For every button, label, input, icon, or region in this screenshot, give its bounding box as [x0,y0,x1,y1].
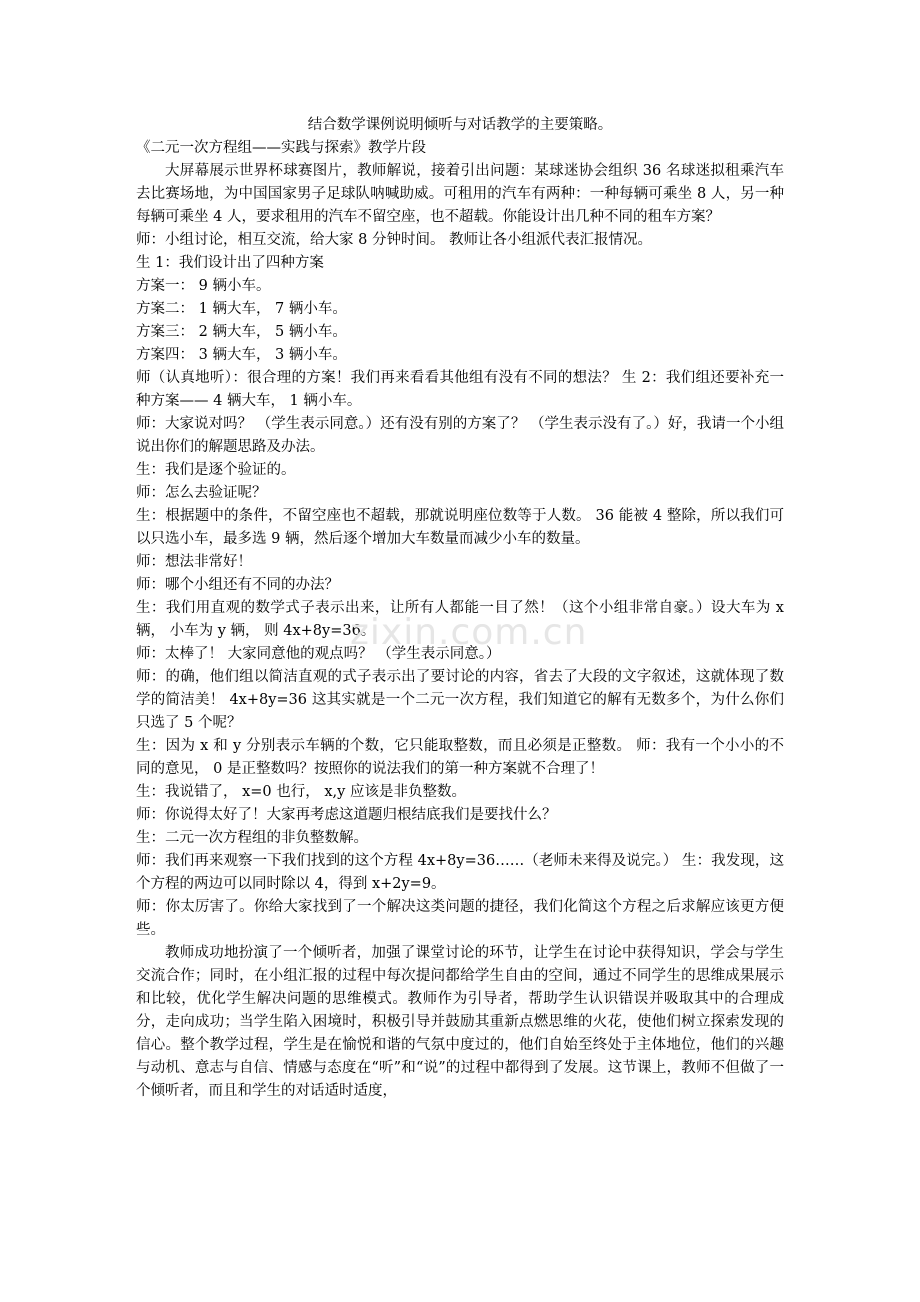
paragraph: 生：根据题中的条件，不留空座也不超载，那就说明座位数等于人数。 36 能被 4 整除，所以我们可以只选小车，最多选 9 辆，然后逐个增加大车数量而减少小车的数量。 [136,508,784,547]
paragraph: 生：我说错了， x=0 也行， x,y 应该是非负整数。 [136,784,466,800]
paragraph: 师：你太厉害了。你给大家找到了一个解决这类问题的捷径，我们化简这个方程之后求解应该更方便些。 [136,899,784,938]
paragraph: 师（认真地听）：很合理的方案！我们再来看看其他组有没有不同的想法？ 生 2：我们组还要补充一种方案—— 4 辆大车， 1 辆小车。 [136,370,784,409]
document-body [136,137,784,1103]
paragraph: 师：小组讨论，相互交流，给大家 8 分钟时间。 教师让各小组派代表汇报情况。 [136,232,653,248]
document-title: 结合数学课例说明倾听与对话教学的主要策略。 [307,117,613,133]
paragraph: 方案一： 9 辆小车。 [136,278,271,294]
paragraph: 师：你说得太好了！大家再考虑这道题归根结底我们是要找什么？ [136,807,557,823]
paragraph: 方案四： 3 辆大车， 3 辆小车。 [136,347,347,363]
paragraph: 师：哪个小组还有不同的办法？ [136,577,339,593]
document-page [136,114,784,1103]
paragraph: 师：我们再来观察一下我们找到的这个方程 4x+8y=36……（老师未来得及说完。） 生：我发现，这个方程的两边可以同时除以 4，得到 x+2y=9。 [136,853,784,892]
paragraph: 生 1：我们设计出了四种方案 [136,255,324,271]
paragraph: 方案二： 1 辆大车， 7 辆小车。 [136,301,347,317]
paragraph: 师：大家说对吗？ （学生表示同意。）还有没有别的方案了？ （学生表示没有了。）好，我请一个小组说出你们的解题思路及办法。 [136,416,784,455]
paragraph: 方案三： 2 辆大车， 5 辆小车。 [136,324,347,340]
paragraph: 师：的确，他们组以简洁直观的式子表示出了要讨论的内容，省去了大段的文字叙述，这就体现了数学的简洁美！ 4x+8y=36 这其实就是一个二元一次方程，我们知道它的解有无数多个，为什么你们只选了 5 个呢？ [136,669,784,731]
paragraph: 教师成功地扮演了一个倾听者，加强了课堂讨论的环节，让学生在讨论中获得知识，学会与学生交流合作；同时，在小组汇报的过程中每次提问都给学生自由的空间，通过不同学生的思维成果展示和比较，优化学生解决问题的思维模式。教师作为引导者，帮助学生认识错误并吸取其中的合理成分，走向成功；当学生陷入困境时，积极引导并鼓励其重新点燃思维的火花，使他们树立探索发现的信心。整个教学过程，学生是在愉悦和谐的气氛中度过的，他们自始至终处于主体地位，他们的兴趣与动机、意志与自信、情感与态度在“听”和“说”的过程中都得到了发展。这节课上，教师不但做了一个倾听者，而且和学生的对话适时适度， [136,945,784,1099]
paragraph: 生：二元一次方程组的非负整数解。 [136,830,368,846]
paragraph: 师：怎么去验证呢？ [136,485,267,501]
paragraph: 师：想法非常好！ [136,554,252,570]
paragraph: 大屏幕展示世界杯球赛图片，教师解说，接着引出问题：某球迷协会组织 36 名球迷拟租乘汽车去比赛场地，为中国国家男子足球队呐喊助威。可租用的汽车有两种：一种每辆可乘坐 8 人，另一种每辆可乘坐 4 人，要求租用的汽车不留空座，也不超载。你能设计出几种不同的租车方案？ [136,163,784,225]
paragraph: 生：我们是逐个验证的。 [136,462,296,478]
paragraph: 《二元一次方程组——实践与探索》教学片段 [136,140,426,156]
paragraph: 生：我们用直观的数学式子表示出来，让所有人都能一目了然！（这个小组非常自豪。）设大车为 x 辆， 小车为 y 辆， 则 4x+8y=36。 [136,600,784,639]
paragraph: 师：太棒了！ 大家同意他的观点吗？ （学生表示同意。） [136,646,501,662]
watermark-text: zixin.com.cn [350,612,588,653]
paragraph: 生：因为 x 和 y 分别表示车辆的个数，它只能取整数，而且必须是正整数。 师：我有一个小小的不同的意见， 0 是正整数吗？按照你的说法我们的第一种方案就不合理了！ [136,738,784,777]
